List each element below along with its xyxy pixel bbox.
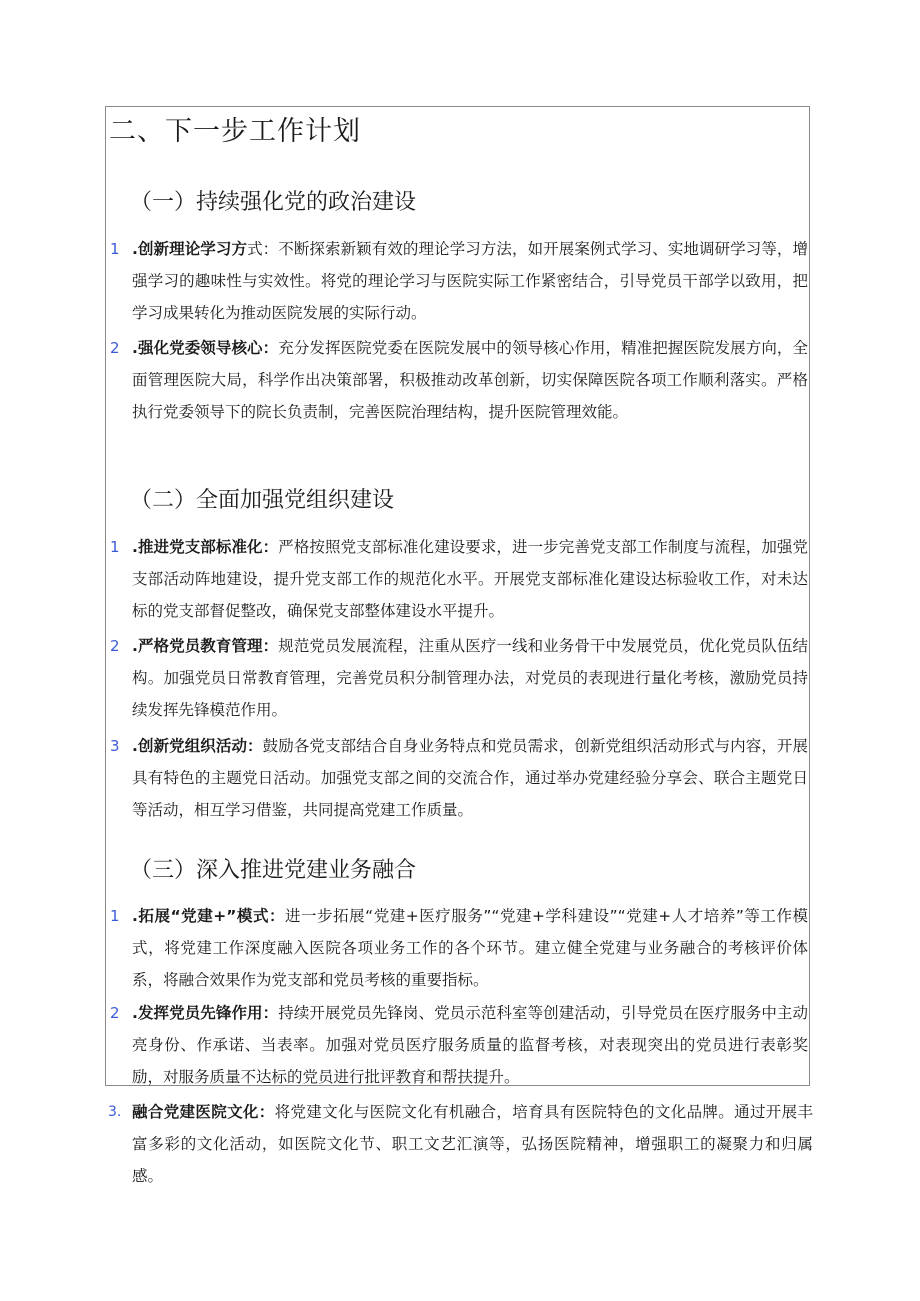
item-text bbox=[132, 630, 808, 726]
item-body: 鼓励各党支部结合自身业务特点和党员需求，创新党组织活动形式与内容，开展具有特色的主题党日活动。加强党支部之间的交流合作，通过举办党建经验分享会、联合主题党日等活动，相互学习借鉴，共同提高党建工作质量。 bbox=[132, 737, 809, 819]
item-lead: .严格党员教育管理： bbox=[132, 637, 279, 655]
item-text bbox=[132, 332, 808, 428]
item-number: 2 bbox=[110, 637, 120, 655]
list-item bbox=[108, 332, 808, 428]
section-heading-3: （三）深入推进党建业务融合 bbox=[130, 858, 417, 883]
item-number: 3. bbox=[108, 1104, 122, 1120]
item-lead: 融合党建医院文化： bbox=[132, 1103, 275, 1121]
item-number: 1 bbox=[110, 240, 120, 258]
item-lead: .发挥党员先锋作用： bbox=[132, 1004, 279, 1022]
list-item bbox=[108, 730, 808, 826]
item-body: 进一步拓展“党建+医疗服务”“党建+学科建设”“党建+人才培养”等工作模式，将党建工作深度融入医院各项业务工作的各个环节。建立健全党建与业务融合的考核评价体系，将融合效果作为党支部和党员考核的重要指标。 bbox=[132, 907, 808, 989]
section-heading-2: （二）全面加强党组织建设 bbox=[130, 488, 395, 513]
list-item bbox=[108, 1096, 813, 1192]
item-lead: .创新党组织活动： bbox=[132, 737, 263, 755]
item-number: 2 bbox=[110, 339, 120, 357]
item-lead: .推进党支部标准化： bbox=[132, 538, 279, 556]
item-body: 将党建文化与医院文化有机融合，培育具有医院特色的文化品牌。通过开展丰富多彩的文化活动，如医院文化节、职工文艺汇演等，弘扬医院精神，增强职工的凝聚力和归属感。 bbox=[132, 1103, 813, 1185]
item-text bbox=[132, 900, 808, 996]
item-lead: .拓展“党建+”模式： bbox=[132, 907, 286, 925]
item-text bbox=[132, 997, 808, 1093]
list-item bbox=[108, 630, 808, 726]
item-body: 式：不断探索新颖有效的理论学习方法，如开展案例式学习、实地调研学习等，增强学习的趣味性与实效性。将党的理论学习与医院实际工作紧密结合，引导党员干部学以致用，把学习成果转化为推动医院发展的实际行动。 bbox=[132, 240, 808, 322]
item-text bbox=[132, 531, 808, 627]
item-number: 2 bbox=[110, 1004, 120, 1022]
page-title: 二、下一步工作计划 bbox=[109, 116, 361, 147]
item-number: 1 bbox=[110, 907, 120, 925]
item-number: 3 bbox=[110, 737, 120, 755]
item-body: 严格按照党支部标准化建设要求，进一步完善党支部工作制度与流程，加强党支部活动阵地建设，提升党支部工作的规范化水平。开展党支部标准化建设达标验收工作，对未达标的党支部督促整改，确保党支部整体建设水平提升。 bbox=[132, 538, 808, 620]
item-text bbox=[132, 1096, 813, 1192]
item-body: 充分发挥医院党委在医院发展中的领导核心作用，精准把握医院发展方向，全面管理医院大局，科学作出决策部署，积极推动改革创新，切实保障医院各项工作顺利落实。严格执行党委领导下的院长负责制，完善医院治理结构，提升医院管理效能。 bbox=[132, 339, 808, 421]
item-lead: .创新理论学习方 bbox=[132, 240, 248, 258]
item-body: 持续开展党员先锋岗、党员示范科室等创建活动，引导党员在医疗服务中主动亮身份、作承诺、当表率。加强对党员医疗服务质量的监督考核，对表现突出的党员进行表彰奖励，对服务质量不达标的党员进行批评教育和帮扶提升。 bbox=[132, 1004, 808, 1086]
item-text bbox=[132, 233, 808, 329]
list-item bbox=[108, 900, 808, 996]
item-body: 规范党员发展流程，注重从医疗一线和业务骨干中发展党员，优化党员队伍结构。加强党员日常教育管理，完善党员积分制管理办法，对党员的表现进行量化考核，激励党员持续发挥先锋模范作用。 bbox=[132, 637, 808, 719]
item-number: 1 bbox=[110, 538, 120, 556]
list-item bbox=[108, 531, 808, 627]
item-text bbox=[132, 730, 808, 826]
list-item bbox=[108, 233, 808, 329]
list-item bbox=[108, 997, 808, 1093]
section-heading-1: （一）持续强化党的政治建设 bbox=[130, 190, 417, 215]
item-lead: .强化党委领导核心： bbox=[132, 339, 279, 357]
